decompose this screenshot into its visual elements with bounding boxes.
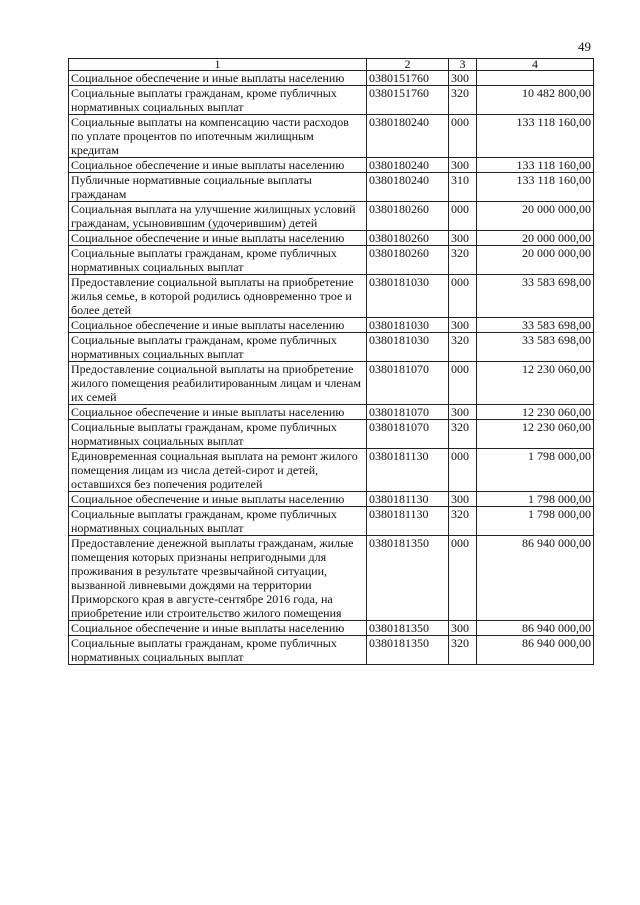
table-row: [69, 158, 594, 173]
row-name-cell: Социальное обеспечение и иные выплаты населению: [69, 318, 367, 333]
row-amount-cell: 33 583 698,00: [477, 318, 594, 333]
row-amount-cell: 1 798 000,00: [477, 492, 594, 507]
row-name-cell: Социальные выплаты гражданам, кроме публичных нормативных социальных выплат: [69, 86, 367, 115]
row-amount-cell: 20 000 000,00: [477, 246, 594, 275]
row-code-cell: 0380181030: [367, 275, 449, 318]
row-amount-cell: 86 940 000,00: [477, 636, 594, 665]
row-type-cell: 320: [449, 333, 477, 362]
row-name-cell: Публичные нормативные социальные выплаты гражданам: [69, 173, 367, 202]
row-code-cell: 0380180260: [367, 246, 449, 275]
row-name-cell: Социальные выплаты гражданам, кроме публичных нормативных социальных выплат: [69, 636, 367, 665]
row-code-cell: 0380181070: [367, 405, 449, 420]
row-name-cell: Единовременная социальная выплата на ремонт жилого помещения лицам из числа детей-сирот и детей, оставшихся без попечения родителей: [69, 449, 367, 492]
row-amount-cell: 1 798 000,00: [477, 507, 594, 536]
row-code-cell: 0380181350: [367, 536, 449, 621]
budget-table: [68, 58, 594, 665]
row-name-cell: Социальное обеспечение и иные выплаты населению: [69, 231, 367, 246]
row-amount-cell: 20 000 000,00: [477, 231, 594, 246]
row-code-cell: 0380151760: [367, 71, 449, 86]
row-code-cell: 0380180240: [367, 173, 449, 202]
row-name-cell: Социальное обеспечение и иные выплаты населению: [69, 621, 367, 636]
row-name-cell: Социальное обеспечение и иные выплаты населению: [69, 158, 367, 173]
row-code-cell: 0380181130: [367, 449, 449, 492]
row-amount-cell: 20 000 000,00: [477, 202, 594, 231]
row-name-cell: Социальное обеспечение и иные выплаты населению: [69, 405, 367, 420]
row-amount-cell: 12 230 060,00: [477, 420, 594, 449]
row-amount-cell: 10 482 800,00: [477, 86, 594, 115]
row-type-cell: 320: [449, 420, 477, 449]
table-row: [69, 246, 594, 275]
row-code-cell: 0380181030: [367, 333, 449, 362]
row-type-cell: 000: [449, 449, 477, 492]
row-type-cell: 300: [449, 405, 477, 420]
table-row: [69, 507, 594, 536]
row-type-cell: 000: [449, 536, 477, 621]
table-row: [69, 536, 594, 621]
column-header-1: 1: [69, 59, 367, 71]
row-name-cell: Предоставление социальной выплаты на приобретение жилья семье, в которой родились одновременно трое и более детей: [69, 275, 367, 318]
row-type-cell: 000: [449, 275, 477, 318]
table-row: [69, 115, 594, 158]
table-row: [69, 71, 594, 86]
row-name-cell: Социальные выплаты гражданам, кроме публичных нормативных социальных выплат: [69, 246, 367, 275]
row-code-cell: 0380180260: [367, 231, 449, 246]
row-code-cell: 0380181350: [367, 621, 449, 636]
row-code-cell: 0380180240: [367, 158, 449, 173]
table-body: [69, 71, 594, 665]
row-type-cell: 000: [449, 202, 477, 231]
table-row: [69, 621, 594, 636]
row-code-cell: 0380181030: [367, 318, 449, 333]
row-type-cell: 000: [449, 362, 477, 405]
table-row: [69, 202, 594, 231]
row-code-cell: 0380181070: [367, 362, 449, 405]
row-amount-cell: [477, 71, 594, 86]
row-name-cell: Социальное обеспечение и иные выплаты населению: [69, 71, 367, 86]
table-row: [69, 362, 594, 405]
header-row: [69, 59, 594, 71]
row-name-cell: Социальные выплаты на компенсацию части расходов по уплате процентов по ипотечным жилищным кредитам: [69, 115, 367, 158]
row-code-cell: 0380181130: [367, 492, 449, 507]
table-row: [69, 173, 594, 202]
row-name-cell: Предоставление денежной выплаты гражданам, жилые помещения которых признаны непригодными для проживания в результате чрезвычайной ситуации, вызванной ливневыми дождями на территории Приморского края в августе-сентябре 2016 года, на приобретение или строительство жилого помещения: [69, 536, 367, 621]
table-row: [69, 636, 594, 665]
row-name-cell: Социальные выплаты гражданам, кроме публичных нормативных социальных выплат: [69, 333, 367, 362]
table-row: [69, 420, 594, 449]
table-row: [69, 231, 594, 246]
row-type-cell: 300: [449, 621, 477, 636]
row-amount-cell: 12 230 060,00: [477, 405, 594, 420]
row-name-cell: Предоставление социальной выплаты на приобретение жилого помещения реабилитированным лицам и членам их семей: [69, 362, 367, 405]
row-type-cell: 320: [449, 246, 477, 275]
row-type-cell: 300: [449, 318, 477, 333]
row-type-cell: 000: [449, 115, 477, 158]
row-code-cell: 0380181070: [367, 420, 449, 449]
row-type-cell: 300: [449, 231, 477, 246]
row-amount-cell: 133 118 160,00: [477, 158, 594, 173]
row-type-cell: 320: [449, 86, 477, 115]
table-row: [69, 318, 594, 333]
row-name-cell: Социальные выплаты гражданам, кроме публичных нормативных социальных выплат: [69, 420, 367, 449]
page-number: 49: [578, 39, 591, 54]
row-type-cell: 300: [449, 158, 477, 173]
table-header: [69, 59, 594, 71]
row-name-cell: Социальные выплаты гражданам, кроме публичных нормативных социальных выплат: [69, 507, 367, 536]
row-type-cell: 320: [449, 636, 477, 665]
row-name-cell: Социальное обеспечение и иные выплаты населению: [69, 492, 367, 507]
row-type-cell: 320: [449, 507, 477, 536]
row-amount-cell: 12 230 060,00: [477, 362, 594, 405]
row-amount-cell: 133 118 160,00: [477, 115, 594, 158]
row-amount-cell: 1 798 000,00: [477, 449, 594, 492]
row-code-cell: 0380181350: [367, 636, 449, 665]
row-amount-cell: 86 940 000,00: [477, 536, 594, 621]
row-code-cell: 0380151760: [367, 86, 449, 115]
row-code-cell: 0380181130: [367, 507, 449, 536]
column-header-2: 2: [367, 59, 449, 71]
row-code-cell: 0380180240: [367, 115, 449, 158]
table-row: [69, 492, 594, 507]
row-amount-cell: 86 940 000,00: [477, 621, 594, 636]
row-type-cell: 300: [449, 71, 477, 86]
table-row: [69, 86, 594, 115]
row-type-cell: 300: [449, 492, 477, 507]
table-row: [69, 449, 594, 492]
table-row: [69, 405, 594, 420]
column-header-3: 3: [449, 59, 477, 71]
row-amount-cell: 33 583 698,00: [477, 275, 594, 318]
table-row: [69, 333, 594, 362]
row-amount-cell: 33 583 698,00: [477, 333, 594, 362]
row-type-cell: 310: [449, 173, 477, 202]
row-amount-cell: 133 118 160,00: [477, 173, 594, 202]
column-header-4: 4: [477, 59, 594, 71]
table-row: [69, 275, 594, 318]
row-code-cell: 0380180260: [367, 202, 449, 231]
row-name-cell: Социальная выплата на улучшение жилищных условий гражданам, усыновившим (удочерившим) детей: [69, 202, 367, 231]
